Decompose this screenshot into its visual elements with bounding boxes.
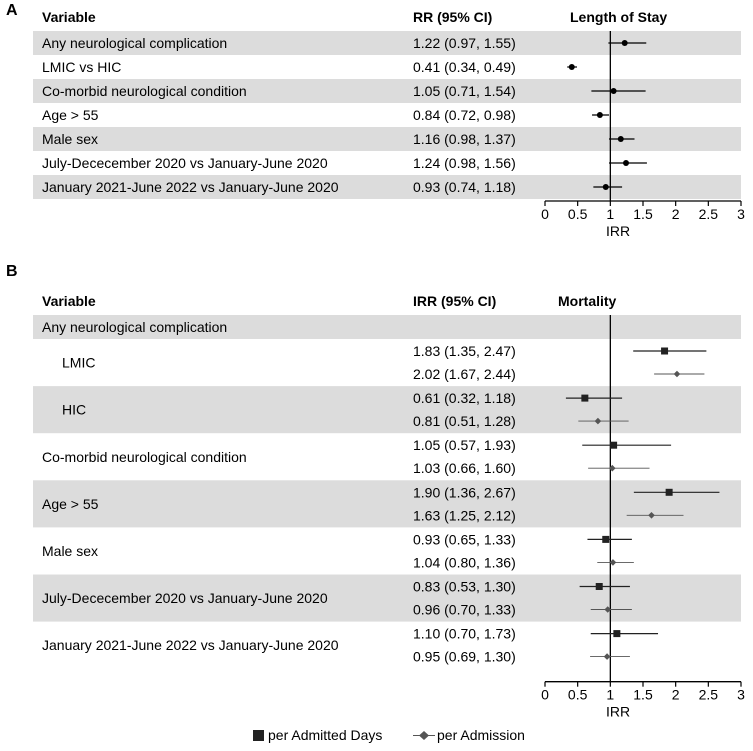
row-estimate: 1.90 (1.36, 2.67) (413, 484, 516, 501)
point-estimate (623, 160, 629, 166)
point-estimate (618, 136, 624, 142)
x-tick-label: 1.5 (633, 686, 653, 703)
x-axis-title: IRR (605, 223, 631, 239)
row-band (33, 480, 741, 527)
header-plot-title: Mortality (558, 293, 617, 309)
row-estimate: 0.41 (0.34, 0.49) (413, 59, 516, 75)
x-tick-label: 0 (541, 686, 549, 703)
point-estimate (622, 40, 628, 46)
row-label: Any neurological complication (42, 35, 228, 51)
x-tick-label: 2.5 (698, 206, 719, 222)
point-estimate (597, 112, 603, 118)
legend-square-marker (253, 730, 264, 741)
group-label: Male sex (42, 542, 99, 559)
row-estimate: 1.10 (0.70, 1.73) (413, 625, 516, 642)
row-estimate: 0.84 (0.72, 0.98) (413, 107, 516, 123)
row-estimate: 1.63 (1.25, 2.12) (413, 507, 516, 524)
point-estimate-square (602, 536, 609, 543)
x-tick-label: 1 (606, 686, 615, 703)
x-tick-label: 1 (606, 206, 615, 222)
row-label: Age > 55 (42, 107, 99, 123)
x-tick-label: 0.5 (567, 206, 588, 222)
point-estimate-square (666, 489, 673, 496)
row-label: January 2021-June 2022 vs January-June 2020 (42, 179, 339, 195)
group-label: July-Dececember 2020 vs January-June 2020 (42, 590, 328, 607)
point-estimate-square (613, 630, 620, 637)
row-estimate: 1.04 (0.80, 1.36) (413, 554, 516, 571)
x-tick-label: 1.5 (633, 206, 653, 222)
row-estimate: 1.05 (0.57, 1.93) (413, 437, 516, 454)
row-band (33, 386, 741, 433)
row-estimate: 0.93 (0.74, 1.18) (413, 179, 516, 195)
x-tick-label: 2 (671, 206, 680, 222)
group-label: January 2021-June 2022 vs January-June 2020 (42, 637, 339, 654)
x-tick-label: 3 (737, 206, 745, 222)
point-estimate-diamond (674, 371, 681, 378)
row-estimate: 0.93 (0.65, 1.33) (413, 531, 516, 548)
group-label: HIC (62, 401, 87, 418)
group-label: Age > 55 (42, 495, 99, 512)
panel-label-a: A (6, 2, 18, 19)
x-tick-label: 3 (737, 686, 745, 703)
point-estimate-square (596, 583, 603, 590)
row-label: Co-morbid neurological condition (42, 83, 247, 99)
row-estimate: 2.02 (1.67, 2.44) (413, 366, 516, 382)
row-estimate: 1.22 (0.97, 1.55) (413, 35, 516, 51)
x-tick-label: 2 (671, 686, 680, 703)
row-estimate: 0.61 (0.32, 1.18) (413, 390, 516, 407)
panel-label-b: B (6, 263, 18, 280)
row-estimate: 1.24 (0.98, 1.56) (413, 155, 516, 171)
group-label: Co-morbid neurological condition (42, 448, 247, 465)
point-estimate (603, 184, 609, 190)
header-variable: Variable (42, 9, 96, 25)
row-label: July-Dececember 2020 vs January-June 2020 (42, 155, 328, 171)
legend-label-per-admitted-days: per Admitted Days (268, 727, 383, 743)
row-estimate: 0.96 (0.70, 1.33) (413, 601, 516, 618)
x-axis-title: IRR (605, 703, 631, 720)
row-estimate: 1.05 (0.71, 1.54) (413, 83, 516, 99)
legend-label-per-admission: per Admission (437, 727, 525, 743)
x-tick-label: 0 (541, 206, 549, 222)
point-estimate (611, 88, 617, 94)
heading-row-label: Any neurological complication (42, 319, 228, 335)
row-estimate: 1.83 (1.35, 2.47) (413, 343, 516, 359)
x-tick-label: 2.5 (698, 686, 719, 703)
header-variable: Variable (42, 293, 96, 309)
row-estimate: 0.95 (0.69, 1.30) (413, 648, 516, 665)
row-estimate: 0.81 (0.51, 1.28) (413, 413, 516, 430)
row-label: Male sex (42, 131, 99, 147)
header-estimate: RR (95% CI) (413, 9, 493, 25)
group-label: LMIC (62, 354, 96, 371)
point-estimate-square (610, 442, 617, 449)
point-estimate-square (661, 348, 668, 355)
point-estimate-square (581, 395, 588, 402)
header-plot-title: Length of Stay (570, 9, 668, 25)
row-estimate: 0.83 (0.53, 1.30) (413, 578, 516, 595)
point-estimate (569, 64, 575, 70)
row-label: LMIC vs HIC (42, 59, 122, 75)
header-estimate: IRR (95% CI) (413, 293, 497, 309)
row-estimate: 1.16 (0.98, 1.37) (413, 131, 516, 147)
point-estimate-diamond (604, 653, 611, 660)
x-tick-label: 0.5 (567, 686, 588, 703)
row-estimate: 1.03 (0.66, 1.60) (413, 460, 516, 477)
row-band (33, 127, 741, 151)
